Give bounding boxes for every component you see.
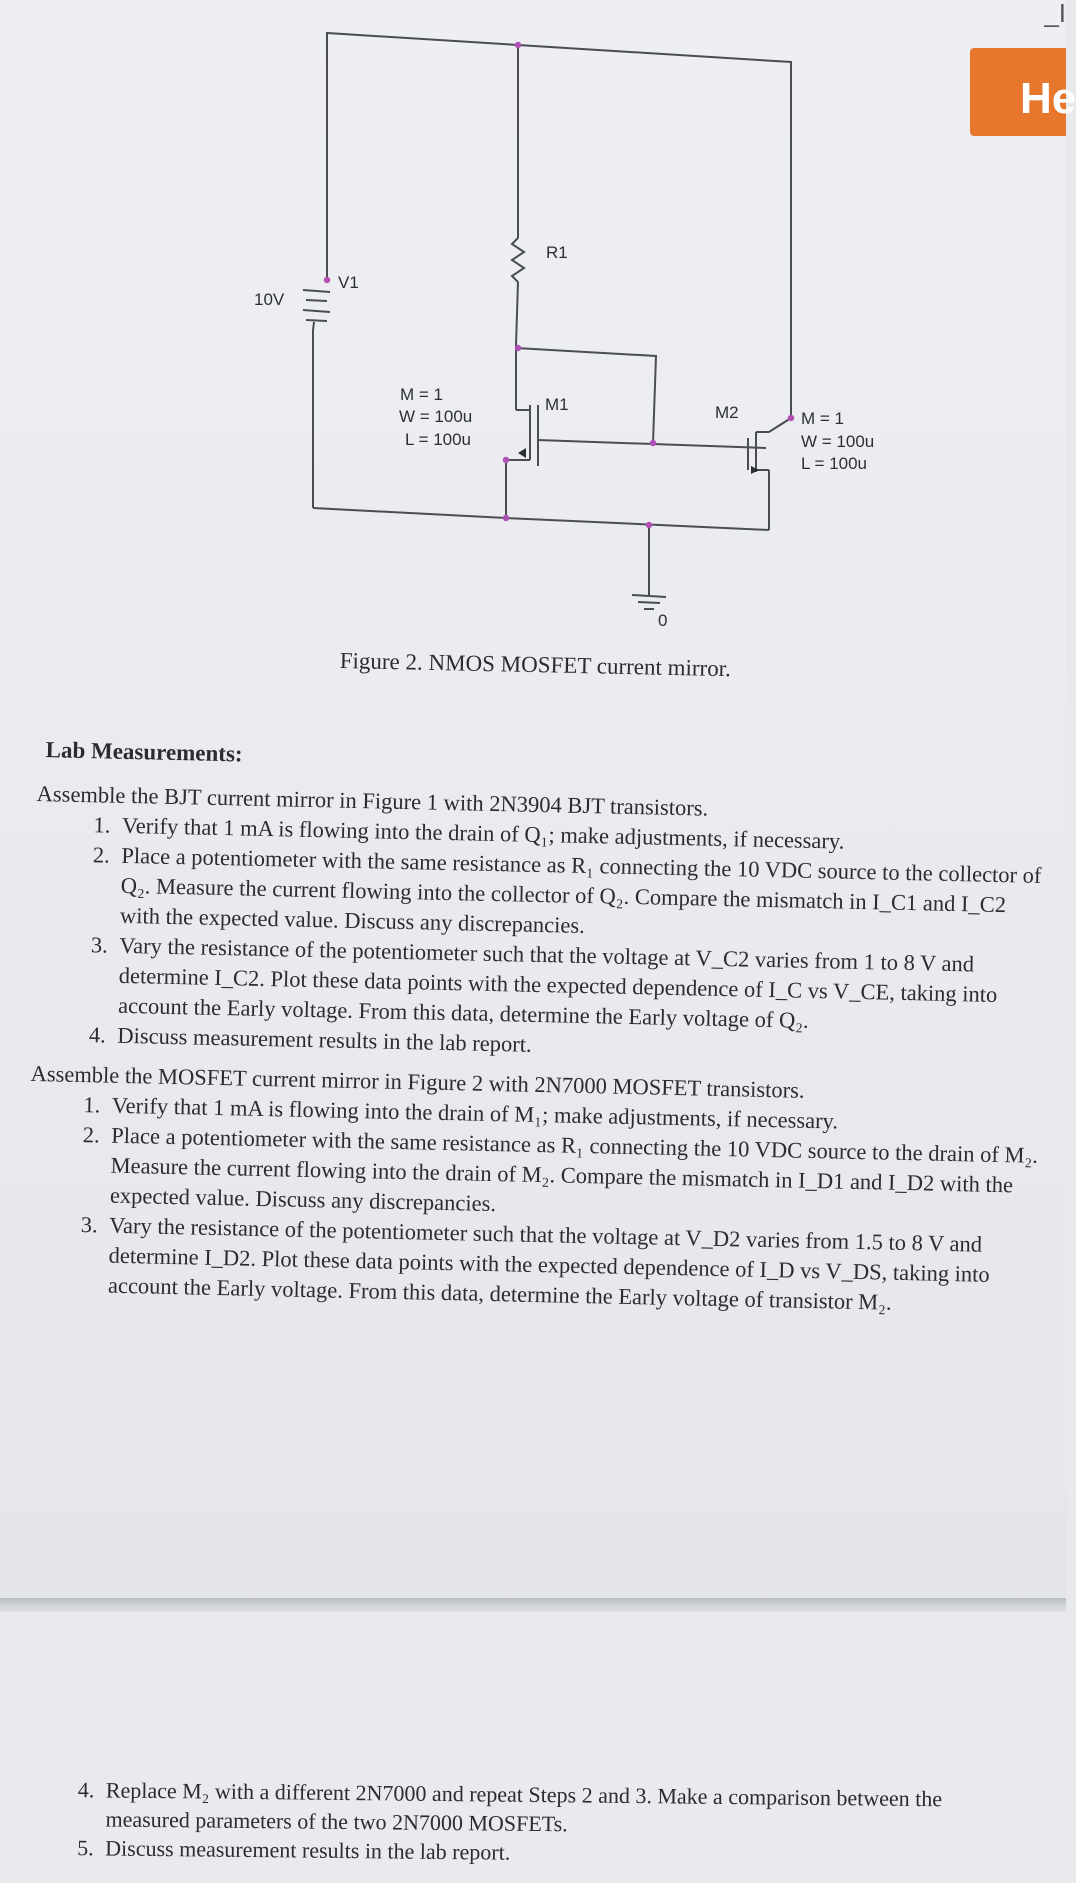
mosfet-arrows xyxy=(518,448,759,474)
page-divider xyxy=(0,1598,1066,1612)
lab-instructions xyxy=(25,735,1047,1331)
circuit-wires xyxy=(303,33,791,609)
m1-name-label: M1 xyxy=(545,395,569,414)
list-item: 1. Verify that 1 mA is flowing into the drain of M₁; make adjustments, if necessary. xyxy=(106,1091,1040,1141)
m1-param-m: M = 1 xyxy=(400,385,443,404)
bjt-intro: Assemble the BJT current mirror in Figure 1 with 2N3904 BJT transistors. xyxy=(36,780,709,821)
list-item: 2. Place a potentiometer with the same resistance as R₁ connecting the 10 VDC source to the collector of Q₂. Measure the current flowing into the collector of Q₂. Compare the mismatch in I_C1 and I_C2 with the expected value. Discuss any discrepancies. xyxy=(114,841,1046,951)
list-item: 2. Place a potentiometer with the same resistance as R₁ connecting the 10 VDC source to the drain of M₂. Measure the current flowing into the drain of M₂. Compare the mismatch in I_D1 and I_D2 with the expected value. Discuss any discrepancies. xyxy=(104,1121,1040,1231)
list-item: 3. Vary the resistance of the potentiometer such that the voltage at V_D2 varies from 1.5 to 8 V and determine I_D2. Plot these data points with the expected dependence of I_D vs V_DS, taking into account the Early voltage. From this data, determine the Early voltage of transistor M₂. xyxy=(102,1211,1038,1321)
list-item: 1. Verify that 1 mA is flowing into the drain of Q₁; make adjustments, if necessary. xyxy=(116,811,1046,861)
circuit-junctions xyxy=(324,42,794,528)
m2-param-m: M = 1 xyxy=(801,409,844,428)
list-item: 3. Vary the resistance of the potentiometer such that the voltage at V_C2 varies from 1 to 8 V and determine I_C2. Plot these data points with the expected dependence of I_C vs V_CE, taking into account the Early voltage. From this data, determine the Early voltage of Q₂. xyxy=(112,931,1044,1041)
mosfet-steps-list xyxy=(26,1089,1040,1321)
lab-instructions-continued xyxy=(59,1775,1020,1872)
mosfet-intro: Assemble the MOSFET current mirror in Figure 2 with 2N7000 MOSFET transistors. xyxy=(30,1060,805,1103)
m2-name-label: M2 xyxy=(715,403,739,422)
m1-param-w: W = 100u xyxy=(399,407,473,426)
list-item: 4. Replace M₂ with a different 2N7000 and repeat Steps 2 and 3. Make a comparison between the measured parameters of the two 2N7000 MOSFETs. xyxy=(99,1775,1020,1843)
bjt-steps-list xyxy=(31,809,1046,1071)
figure-caption: Figure 2. NMOS MOSFET current mirror. xyxy=(339,648,732,682)
m1-param-l: L = 100u xyxy=(405,430,472,449)
m2-param-w: W = 100u xyxy=(801,432,875,451)
source-value-label: 10V xyxy=(254,290,285,309)
source-name-label: V1 xyxy=(338,273,359,292)
list-item: 5. Discuss measurement results in the lab report. xyxy=(99,1833,1019,1872)
section-heading: Lab Measurements: xyxy=(45,737,243,767)
corner-text-fragment: _I xyxy=(1044,0,1066,28)
list-item: 4. Discuss measurement results in the lab report. xyxy=(111,1021,1041,1071)
help-button[interactable]: He xyxy=(970,48,1066,136)
circuit-diagram xyxy=(0,0,1066,640)
m2-param-l: L = 100u xyxy=(801,454,868,473)
mosfet-steps-continued-list xyxy=(59,1775,1020,1872)
ground-label: 0 xyxy=(658,611,668,630)
resistor-name-label: R1 xyxy=(546,243,568,262)
